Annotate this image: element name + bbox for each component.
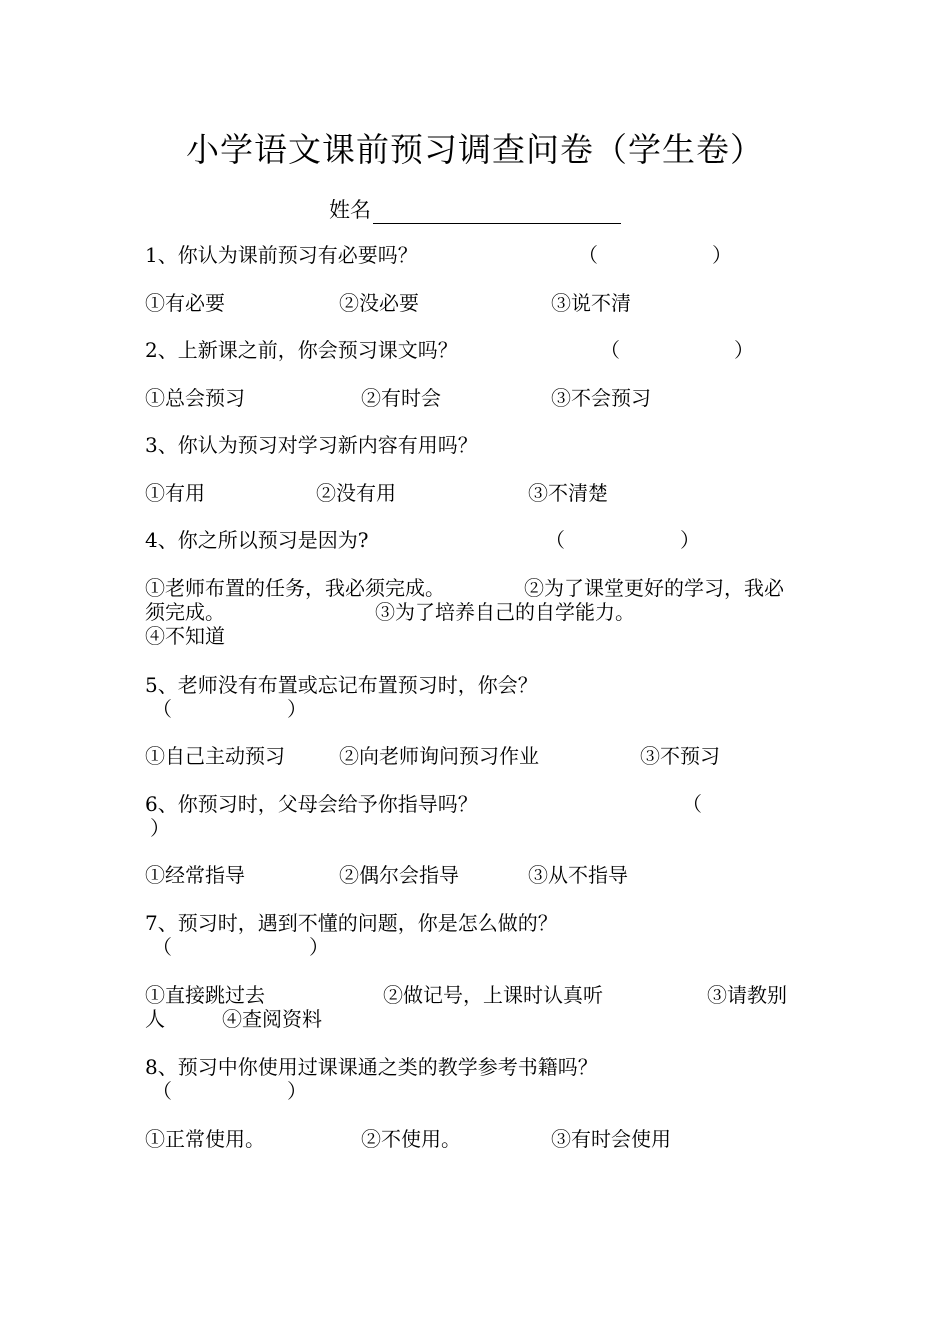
option-3-3: ③不清楚 [528,481,608,505]
option-7-2: ②做记号，上课时认真听 [383,983,603,1007]
name-field[interactable] [373,201,621,224]
option-1-3: ③说不清 [551,291,631,315]
answer-paren-close-5: ） [287,697,307,721]
option-3-1: ①有用 [145,481,205,505]
option-5-1: ①自己主动预习 [145,744,285,768]
option-4-3: ③为了培养自己的自学能力。 [375,600,635,624]
option-2-2: ②有时会 [361,386,441,410]
option-7-1: ①直接跳过去 [145,983,265,1007]
option-4-4: ④不知道 [145,624,225,648]
answer-paren-close-1: ） [712,243,732,267]
option-8-2: ②不使用。 [361,1127,461,1151]
answer-paren-close-6: ） [150,816,170,840]
question-7: 7、预习时，遇到不懂的问题，你是怎么做的？ [145,911,558,935]
option-6-1: ①经常指导 [145,863,245,887]
answer-paren-close-2: ） [734,338,754,362]
option-8-1: ①正常使用。 [145,1127,265,1151]
option-4-1: ①老师布置的任务，我必须完成。 [145,576,445,600]
question-1: 1、你认为课前预习有必要吗？ [145,243,418,267]
option-4-2-cont: 须完成。 [145,600,225,624]
option-5-3: ③不预习 [640,744,720,768]
answer-paren-close-4: ） [680,528,700,552]
option-5-2: ②向老师询问预习作业 [339,744,539,768]
name-row [0,196,950,224]
question-8: 8、预习中你使用过课课通之类的教学参考书籍吗？ [145,1055,598,1079]
answer-paren-open-8: （ [152,1079,172,1103]
survey-title: 小学语文课前预习调查问卷（学生卷） [186,130,764,169]
question-6: 6、你预习时，父母会给予你指导吗？ [145,792,478,816]
question-3: 3、你认为预习对学习新内容有用吗？ [145,433,478,457]
name-label: 姓名 [329,198,371,222]
option-7-3: ③请教别 [707,983,787,1007]
option-2-1: ①总会预习 [145,386,245,410]
question-2: 2、上新课之前，你会预习课文吗？ [145,338,458,362]
option-3-2: ②没有用 [316,481,396,505]
answer-paren-open-2: （ [600,338,620,362]
option-2-3: ③不会预习 [551,386,651,410]
option-1-2: ②没必要 [339,291,419,315]
option-8-3: ③有时会使用 [551,1127,671,1151]
answer-paren-open-7: （ [152,935,172,959]
question-5: 5、老师没有布置或忘记布置预习时，你会？ [145,673,538,697]
answer-paren-open-4: （ [545,528,565,552]
answer-paren-close-8: ） [287,1079,307,1103]
answer-paren-open-5: （ [152,697,172,721]
option-6-2: ②偶尔会指导 [339,863,459,887]
option-1-1: ①有必要 [145,291,225,315]
option-7-4: ④查阅资料 [222,1007,322,1031]
answer-paren-close-7: ） [309,935,329,959]
answer-paren-open-1: （ [578,243,598,267]
option-7-3-cont: 人 [145,1007,165,1031]
answer-paren-open-6: （ [682,792,702,816]
option-6-3: ③从不指导 [528,863,628,887]
option-4-2: ②为了课堂更好的学习，我必 [524,576,784,600]
question-4: 4、你之所以预习是因为? [145,528,369,552]
